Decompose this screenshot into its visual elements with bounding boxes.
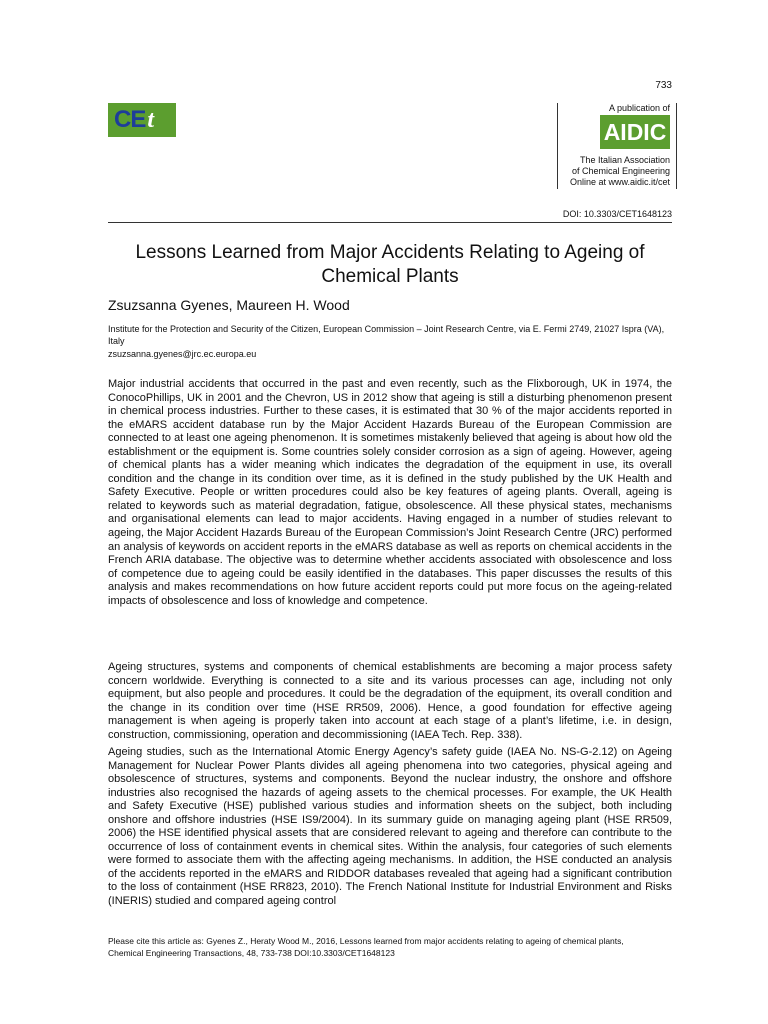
citation-line: Please cite this article as: Gyenes Z., Heraty Wood M., 2016, Lessons learned from major accidents relating to ageing of chemical plants, — [108, 936, 624, 946]
header-rule — [108, 222, 672, 223]
publisher-block — [557, 103, 677, 189]
association-info — [570, 155, 670, 188]
abstract: Major industrial accidents that occurred in the past and even recently, such as the Flixborough, UK in 1974, the ConocoPhillips, UK in 2001 and the Chevron, US in 2012 show that ageing is still a disturbing phenomenon present in chemical process industries. Further to these cases, it is estimated that 30 % of the major accidents reported in the eMARS accident database run by the Major Accident Hazards Bureau of the European Commission are connected to at least one ageing phenomenon. It is sometimes mistakenly believed that ageing is about how old the establishment or the equipment is. Some countries solely consider corrosion as a sign of ageing. However, ageing of chemical plants has a wider meaning which indicates the degradation of the equipment in use, its overall condition and the change in its condition over time, as it is defined in the study published by the UK Health and Safety Executive. People or written procedures could also be key features of ageing plants. Overall, ageing is related to keywords such as material degradation, fatigue, obsolescence. All these physical states, mechanisms and organisational elements can lead to major accidents. Having engaged in a number of studies relevant to ageing, the Major Accident Hazards Bureau of the European Commission’s Joint Research Centre (JRC) performed an analysis of keywords on accident reports in the eMARS database as well as reports on chemical accidents in the French ARIA database. The objective was to determine whether accidents associated with obsolescence and loss of competence due to ageing could be easily identified in the databases. This paper discusses the results of this analysis and makes recommendations on how future accident reports could put more focus on the ageing-related impacts of obsolescence and loss of knowledge and competence. — [108, 378, 672, 607]
article-title: Lessons Learned from Major Accidents Relating to Ageing of Chemical Plants — [135, 242, 645, 287]
intro-paragraph-1: Ageing structures, systems and components of chemical establishments are becoming a major process safety concern worldwide. Everything is connected to a site and its various processes can age, including not only equipment, but also people and procedures. It could be the degradation of the equipment, its overall condition and the change in its condition over time (HSE RR509, 2006). Hence, a good foundation for effective ageing management is when ageing is properly taken into account at each stage of a plant’s lifetime, i.e. in design, construction, commissioning, operation and decommissioning (IAEA Tech. Rep. 338). — [108, 661, 672, 741]
affiliation: Institute for the Protection and Security of the Citizen, European Commission – Joint Research Centre, via E. Fermi 2749, 21027 Ispra (VA), Italy — [108, 324, 665, 346]
cet-logo — [108, 103, 176, 137]
association-line: Online at www.aidic.it/cet — [569, 177, 670, 187]
intro-paragraph-2: Ageing studies, such as the International Atomic Energy Agency’s safety guide (IAEA No. NS-G-2.12) on Ageing Management for Nuclear Power Plants divides all ageing phenomena into two categories, physical ageing and obsolescence of structures, systems and components. Beyond the nuclear industry, the onshore and offshore industries also recognised the hazards of ageing assets to the chemical processes. For example, the UK Health and Safety Executive (HSE) published various studies and information sheets on the subject, both including onshore and offshore industries (HSE IS9/2004). In its summary guide on managing ageing plant (HSE RR509, 2006) the HSE identified physical assets that are considered relevant to ageing and therefore can contribute to the occurrence of loss of containment events in chemical sites. Within the analysis, four categories of such elements were formed to associate them with the affecting ageing mechanisms. In addition, the HSE conducted an analysis of the accidents reported in the eMARS and RIDDOR databases revealed that ageing had a significant contribution to the loss of containment (HSE RR823, 2010). The French National Institute for Industrial Environment and Risks (INERIS) studied and compared ageing control — [108, 746, 672, 908]
aidic-logo: AIDIC — [600, 115, 670, 149]
page-number: 733 — [655, 80, 672, 91]
citation-line: Chemical Engineering Transactions, 48, 733-738 DOI:10.3303/CET1648123 — [108, 948, 395, 958]
publication-label: A publication of — [608, 103, 670, 113]
doi: DOI: 10.3303/CET1648123 — [562, 209, 672, 219]
association-line: of Chemical Engineering — [571, 166, 670, 176]
cet-logo-t: t — [147, 106, 155, 133]
citation-footer — [108, 935, 678, 959]
author-email: zsuzsanna.gyenes@jrc.ec.europa.eu — [108, 349, 257, 359]
authors: Zsuzsanna Gyenes, Maureen H. Wood — [108, 297, 350, 313]
cet-logo-ce: CE — [114, 106, 146, 133]
association-line: The Italian Association — [579, 155, 670, 165]
